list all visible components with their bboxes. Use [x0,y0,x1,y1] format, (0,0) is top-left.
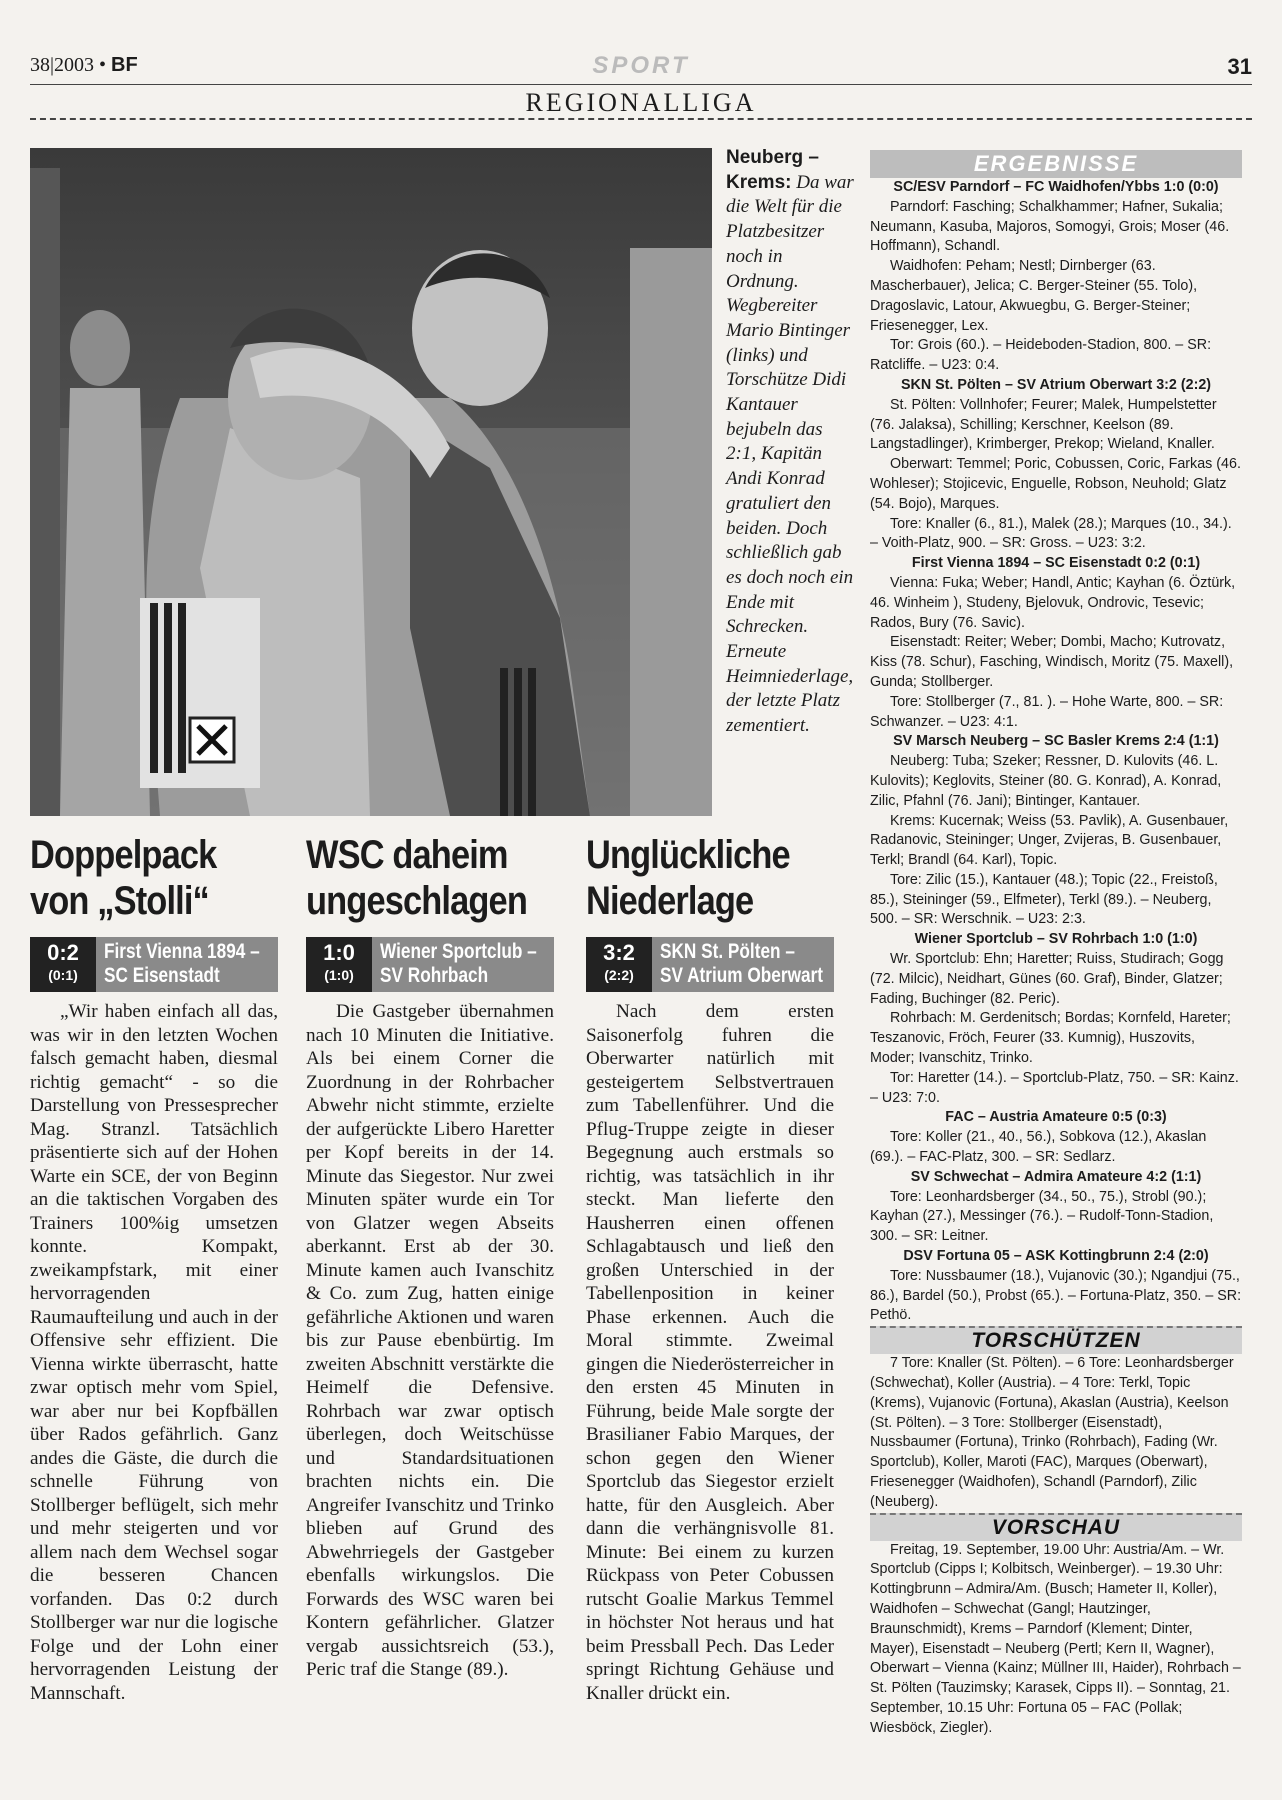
brand: BF [111,54,138,76]
match-result-title: First Vienna 1894 – SC Eisenstadt 0:2 (0:1) [911,555,1201,572]
article-text: „Wir haben einfach all das, was wir in den letzten Wochen falsch gemacht haben, diesmal richtig gemacht“ - so die Darstellung von Pressesprecher Mag. Stranzl. Tatsächlich präsentierte sich auf der Hohen Warte ein SCE, der von Beginn an die taktischen Vorgaben des Trainers 100%ig umsetzen konnte. Kompakt, zweikampfstark, mit einer hervorragenden Raumaufteilung und auch in der Offensive sehr effizient. Die Vienna wirkte überrascht, hatte zwar optisch mehr vom Spiel, war aber nur bei Kopfbällen über Rados gefährlich. Ganz andes die Gäste, die durch die schnelle Führung von Stollberger beflügelt, sich mehr und mehr steigerten und vor allem nach dem Wechsel sogar die besseren Chancen vorfanden. Das 0:2 durch Stollberger war nur die logische Folge und der Lohn einer hervorragenden Leistung der Mannschaft. [30,1001,278,1704]
page-number: 31 [1227,54,1252,79]
headline-line-1: Doppelpack [30,833,217,877]
away-team: SC Eisenstadt [104,964,220,987]
score-badge [306,937,372,992]
results-sidebar [870,150,1242,1739]
match-result-line: Oberwart: Temmel; Poric, Cobussen, Coric, Farkas (46. Wohleser); Stojicevic, Enguelle, Robson, Neuhold; Glatz (54. Bojo), Marques. [870,456,1241,512]
match-teams [660,940,823,988]
headline-line-2: Niederlage [586,879,754,923]
match-result-title: DSV Fortuna 05 – ASK Kottingbrunn 2:4 (2:0) [903,1248,1209,1265]
final-score: 3:2 [603,940,635,965]
score-badge [586,937,652,992]
halftime-score: (2:2) [604,967,634,983]
preview-title: VORSCHAU [991,1515,1121,1539]
photo-caption [726,146,854,739]
halftime-score: (0:1) [48,967,78,983]
preview-header [870,1513,1242,1541]
score-badge [30,937,96,992]
headline-line-1: Unglückliche [586,833,790,877]
article-2-scorebox [306,937,554,992]
subsection-title: REGIONALLIGA [525,88,757,117]
match-teams [104,940,260,988]
match-result-title: SV Schwechat – Admira Amateure 4:2 (1:1) [910,1168,1202,1185]
match-result-line: Eisenstadt: Reiter; Weber; Dombi, Macho; Kutrovatz, Kiss (78. Schur), Fasching, Windisch, Moritz (75. Maxell), Gunda; Stollberger. [870,634,1234,690]
match-result-line: Neuberg: Tuba; Szeker; Ressner, D. Kulovits (46. L. Kulovits); Keglovits, Steiner (80. G. Konrad), A. Konrad, Zilic, Pfahnl (76. Jani); Bintinger, Kantauer. [870,753,1222,809]
article-2-body [306,1000,554,1682]
away-team: SV Atrium Oberwart [660,964,823,987]
article-3-scorebox [586,937,834,992]
results-header [870,150,1242,178]
match-result-line: Tore: Nussbaumer (18.), Vujanovic (30.); Ngandjui (75., 86.), Bardel (50.), Probst (65.). – Fortuna-Platz, 350. – SR: Pethö. [870,1267,1242,1324]
section-title: SPORT [592,52,690,79]
results-list [870,178,1242,1326]
match-result-line: Tor: Haretter (14.). – Sportclub-Platz, 750. – SR: Kainz. – U23: 7:0. [870,1069,1239,1106]
match-result-line: Rohrbach: M. Gerdenitsch; Bordas; Kornfeld, Hareter; Teszanovic, Fröch, Feurer (33. Kumnig), Huszovits, Moder; Ivanschitz, Trinko. [870,1010,1231,1067]
match-result-title: FAC – Austria Amateure 0:5 (0:3) [945,1109,1167,1126]
match-result-line: Tore: Leonhardsberger (34., 50., 75.), Strobl (90.); Kayhan (27.), Messinger (76.). – Rudolf-Tonn-Stadion, 300. – SR: Leitner. [870,1188,1214,1245]
match-teams [380,940,537,988]
match-result-title: Wiener Sportclub – SV Rohrbach 1:0 (1:0) [914,931,1198,948]
home-team: SKN St. Pölten – [660,940,795,963]
match-result-line: Tore: Stollberger (7., 81. ). – Hohe Warte, 800. – SR: Schwanzer. – U23: 4:1. [870,693,1224,730]
header-dashed-rule [30,118,1252,120]
home-team: First Vienna 1894 – [104,940,260,963]
header-rule [30,84,1252,85]
caption-lead: Neuberg – Krems: [726,147,819,193]
bullet: • [99,54,107,76]
final-score: 1:0 [323,940,355,965]
results-title: ERGEBNISSE [973,151,1139,176]
article-1-headline [30,832,216,924]
away-team: SV Rohrbach [380,964,489,987]
halftime-score: (1:0) [324,967,354,983]
caption-text: Da war die Welt für die Platzbesitzer noch in Ordnung. Wegbereiter Mario Bintinger (links) und Torschütze Didi Kantauer bejubeln das 2:1, Kapitän Andi Konrad gratuliert den beiden. Doch schließlich gab es doch noch ein Ende mit Schrecken. Erneute Heimniederlage, der letzte Platz zementiert. [726,171,854,737]
article-3-body [586,1000,834,1705]
scorers-text: 7 Tore: Knaller (St. Pölten). – 6 Tore: Leonhardsberger (Schwechat), Koller (Austria). – 4 Tore: Terkl, Topic (Krems), Vujanovic (Fortuna), Akaslan (Austria), Keelson (St. Pölten). – 3 Tore: Stollberger (Eisenstadt), Nussbaumer (Fortuna), Trinko (Rohrbach), Fading (Wr. Sportclub), Koller, Maroti (FAC), Marques (Oberwart), Friesenegger (Waidhofen), Schandl (Parndorf), Zilic (Neuberg). [870,1355,1234,1510]
issue-number: 38|2003 [30,54,95,76]
match-result-title: SC/ESV Parndorf – FC Waidhofen/Ybbs 1:0 (0:0) [893,179,1219,195]
preview-text: Freitag, 19. September, 19.00 Uhr: Austria/Am. – Wr. Sportclub (Cipps I; Kolbitsch, Weinberger). – 19.30 Uhr: Kottingbrunn – Admira/Am. (Busch; Hameter II, Koller), Waidhofen – Schwechat (Gangl; Hautzinger, Braunschmidt), Krems – Parndorf (Klement; Dinter, Mayer), Eisenstadt – Neuberg (Pertl; Kern II, Wagner), Oberwart – Vienna (Kainz; Müllner III, Haider), Rohrbach – St. Pölten (Tauzimsky; Karasek, Cipps II). – Sonntag, 21. September, 10.15 Uhr: Fortuna 05 – FAC (Pollak; Wiesböck, Ziegler). [870,1541,1241,1736]
match-result-line: Parndorf: Fasching; Schalkhammer; Hafner, Sukalia; Neumann, Kasuba, Majoros, Somogyi, Grois; Moser (46. Hoffmann), Schandl. [870,198,1230,255]
article-3-headline [586,832,790,924]
match-result-line: Tore: Knaller (6., 81.), Malek (28.); Marques (10., 34.). – Voith-Platz, 900. – SR: Gross. – U23: 3:2. [870,515,1232,552]
final-score: 0:2 [47,940,79,965]
celebration-photo [30,148,712,816]
headline-line-2: von „Stolli“ [30,879,209,923]
match-result-line: Tor: Grois (60.). – Heideboden-Stadion, 800. – SR: Ratcliffe. – U23: 0:4. [870,337,1212,374]
match-result-line: Tore: Koller (21., 40., 56.), Sobkova (12.), Akaslan (69.). – FAC-Platz, 300. – SR: Sedlarz. [870,1129,1207,1166]
match-result-line: St. Pölten: Vollnhofer; Feurer; Malek, Humpelstetter (76. Jalaksa), Schilling; Kerschner, Keelson (89. Langstadlinger), Krimberger, Prekop; Wieland, Knaller. [870,396,1217,453]
match-result-title: SV Marsch Neuberg – SC Basler Krems 2:4 (1:1) [893,733,1219,750]
match-result-line: Waidhofen: Peham; Nestl; Dirnberger (63. Mascherbauer), Jelica; C. Berger-Steiner (55. Tolo), Dragoslavic, Latour, Akwuegbu, G. Berger-Steiner; Friesenegger, Lex. [870,258,1198,334]
headline-line-1: WSC daheim [306,833,508,877]
article-1-scorebox [30,937,278,992]
home-team: Wiener Sportclub – [380,940,537,963]
article-2-headline [306,832,527,924]
match-result-line: Wr. Sportclub: Ehn; Haretter; Ruiss, Studirach; Gogg (72. Milcic), Neidhart, Günes (60. Graf), Binder, Glatzer; Fading, Buchinger (82. Peric). [870,951,1224,1007]
match-result-line: Vienna: Fuka; Weber; Handl, Antic; Kayhan (6. Öztürk, 46. Winheim ), Studeny, Bjelovuk, Ondrovic, Tesevic; Rados, Bury (76. Savic). [870,574,1236,631]
scorers-header [870,1326,1242,1354]
article-1-body [30,1000,278,1705]
match-result-title: SKN St. Pölten – SV Atrium Oberwart 3:2 (2:2) [900,376,1212,393]
scorers-title: TORSCHÜTZEN [971,1329,1141,1353]
article-text: Nach dem ersten Saisonerfolg fuhren die Oberwarter natürlich mit gesteigertem Selbstvertrauen zum Tabellenführer. Und die Pflug-Truppe zeigte in dieser Begegnung auch erstmals so richtig, was tatsächlich in ihr steckt. Man lieferte den Hausherren einen offenen Schlagabtausch und ließ den großen Unterschied in der Tabellenposition in keiner Phase erkennen. Auch die Moral stimmte. Zweimal gingen die Niederösterreicher in den ersten 45 Minuten in Führung, beide Male sorgte der Brasilianer Fabio Marques, der schon gegen den Wiener Sportclub das Siegestor erzielt hatte, für den Ausgleich. Aber dann die verhängnisvolle 81. Minute: Bei einem zu kurzen Rückpass von Peter Cobussen rutscht Goalie Markus Temmel in höchster Not heraus und hat beim Pressball Pech. Das Leder springt Richtung Gehäuse und Knaller drückt ein. [586,1001,834,1704]
match-result-line: Tore: Zilic (15.), Kantauer (48.); Topic (22., Freistoß, 85.), Steininger (59., Elfmeter), Terkl (89.). – Neuberg, 500. – SR: Werschnik. – U23: 2:3. [870,871,1218,928]
match-result-line: Krems: Kucernak; Weiss (53. Pavlik), A. Gusenbauer, Radanovic, Steininger; Unger, Zvijeras, B. Gusenbauer, Terkl; Brandl (64. Karl), Topic. [870,812,1229,869]
headline-line-2: ungeschlagen [306,879,527,923]
article-text: Die Gastgeber übernahmen nach 10 Minuten die Initiative. Als bei einem Corner die Zuordnung in der Rohrbacher Abwehr nicht stimmte, erzielte der aufgerückte Libero Haretter per Kopf bereits in der 14. Minute das Siegestor. Nur zwei Minuten später wurde ein Tor von Glatzer wegen Abseits aberkannt. Erst ab der 30. Minute kamen auch Ivanschitz & Co. zum Zug, hatten einige gefährliche Aktionen und waren bis zur Pause ebenbürtig. Im zweiten Abschnitt verstärkte die Heimelf die Defensive. Rohrbach war zwar optisch überlegen, doch Weitschüsse und Standardsituationen brachten nichts ein. Die Angreifer Ivanschitz und Trinko blieben auf Grund des Abwehrriegels der Gastgeber ebenfalls wirkungslos. Die Forwards des WSC waren bei Kontern gefährlicher. Glatzer vergab aussichtsreich (53.), Peric traf die Stange (89.). [306,1001,554,1680]
